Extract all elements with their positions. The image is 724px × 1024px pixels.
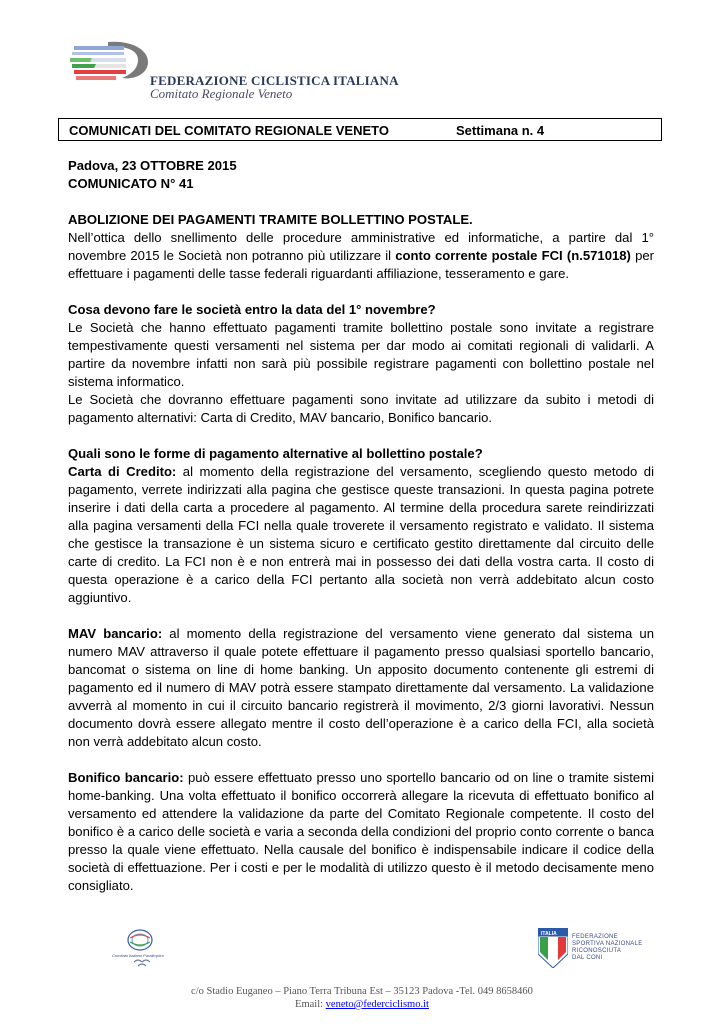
intro-paragraph xyxy=(68,229,654,283)
org-subtitle: Comitato Regionale Veneto xyxy=(150,86,293,101)
account-number: conto corrente postale FCI (n.571018) xyxy=(395,248,631,263)
communique-series: COMUNICATI DEL COMITATO REGIONALE VENETO xyxy=(69,123,389,138)
coni-line-4: DAL CONI xyxy=(572,955,603,961)
coni-recognition-text xyxy=(572,934,643,962)
coni-line-1: FEDERAZIONE xyxy=(572,934,618,940)
credit-card-text: al momento della registrazione del versamento, scegliendo questo metodo di pagamento, verrete indirizzati alla pagina che gestisce queste transazioni. In questa pagina potrete inserire i dati della carta a procedere al pagamento. Al termine della procedura sarete reindirizzati alla pagina versamenti della FCI nella quale troverete il versamento registrato e validato. Il sistema che gestisce la transazione è un sistema sicuro e certificato gestito direttamente dal circuito delle carte di credito. La FCI non è e non entrerà mai in possesso dei dati della vostra carta. Il costo di questa operazione è a carico della FCI pertanto alla società non verrà addebitato alcun costo aggiuntivo. xyxy=(68,464,655,605)
org-name: FEDERAZIONE CICLISTICA ITALIANA xyxy=(150,73,399,88)
footer-email-line xyxy=(0,999,724,1010)
coni-line-3: RICONOSCIUTA xyxy=(572,948,622,954)
coni-badge-label: ITALIA xyxy=(541,931,557,937)
answer-1-paragraph-1: Le Società che hanno effettuato pagamenti tramite bollettino postale sono invitate a registrare tempestivamente questi versamenti nel sistema per dar modo ai comitati regionali di validarli. A partire da novembre infatti non sarà più possibile registrare pagamenti con bollettino postale nel sistema informatico. xyxy=(68,320,654,389)
week-number: Settimana n. 4 xyxy=(456,123,545,138)
answer-1-paragraph-2: Le Società che dovranno effettuare pagamenti sono invitate ad utilizzare da subito i metodi di pagamento alternativi: Carta di Credito, MAV bancario, Bonifico bancario. xyxy=(68,392,654,425)
cip-logo-icon xyxy=(112,928,168,970)
bonifico-label: Bonifico bancario: xyxy=(68,770,184,785)
footer-address: c/o Stadio Euganeo – Piano Terra Tribuna Est – 35123 Padova -Tel. 049 8658460 xyxy=(191,986,533,997)
doc-title: ABOLIZIONE DEI PAGAMENTI TRAMITE BOLLETTINO POSTALE. xyxy=(68,212,473,227)
cip-label: Comitato Italiano Paralimpico xyxy=(112,953,165,958)
fci-logo-icon xyxy=(68,40,152,86)
bonifico-paragraph xyxy=(68,769,654,895)
doc-date: Padova, 23 OTTOBRE 2015 xyxy=(68,158,237,173)
email-label: Email: xyxy=(295,999,326,1010)
credit-card-label: Carta di Credito: xyxy=(68,464,177,479)
doc-number: COMUNICATO N° 41 xyxy=(68,176,194,191)
coni-line-2: SPORTIVA NAZIONALE xyxy=(572,941,643,947)
question-2: Quali sono le forme di pagamento alternative al bollettino postale? xyxy=(68,446,483,461)
mav-label: MAV bancario: xyxy=(68,626,163,641)
question-1: Cosa devono fare le società entro la data del 1° novembre? xyxy=(68,302,436,317)
mav-text: al momento della registrazione del versamento viene generato dal sistema un numero MAV attraverso il quale potete effettuare il pagamento presso qualsiasi sportello bancario, bancomat o sistema on line di home banking. Un apposito documento contenente gli estremi di pagamento ed il numero di MAV potrà essere stampato direttamente dal versamento. La validazione avverrà al momento in cui il circuito bancario registrerà il movimento, 2/3 giorni lavorativi. Nessun documento dovrà essere allegato mentre il costo dell’operazione è a carico della FCI, alla società non verrà addebitato alcun costo. xyxy=(68,626,654,749)
mav-paragraph xyxy=(68,625,654,751)
document-body xyxy=(68,157,654,895)
intro-text-c: per effettuare i pagamenti delle tasse federali riguardanti affiliazione, tesseramento e gare. xyxy=(68,248,654,281)
header-box xyxy=(58,118,662,141)
intro-text-a: Nell’ottica dello snellimento delle procedure amministrative ed informatiche, a partire dal 1° novembre 2015 le Società non potranno più utilizzare il xyxy=(68,230,654,263)
bonifico-text: può essere effettuato presso uno sportello bancario od on line o tramite sistemi home-banking. Una volta effettuato il bonifico occorrerà allegare la ricevuta di effettuato bonifico al versamento ed attendere la validazione da parte del Comitato Regionale competente. Il costo del bonifico è a carico delle società e varia a seconda della condizioni del proprio conto corrente o banca presso la quale viene effettuato. Nella causale del bonifico è indispensabile indicare il codice della società di effettuazione. Per i costi e per le modalità di utilizzo questo è il metodo decisamente meno consigliato. xyxy=(68,770,654,893)
credit-card-paragraph xyxy=(68,463,654,607)
email-link[interactable]: veneto@federciclismo.it xyxy=(325,999,429,1010)
